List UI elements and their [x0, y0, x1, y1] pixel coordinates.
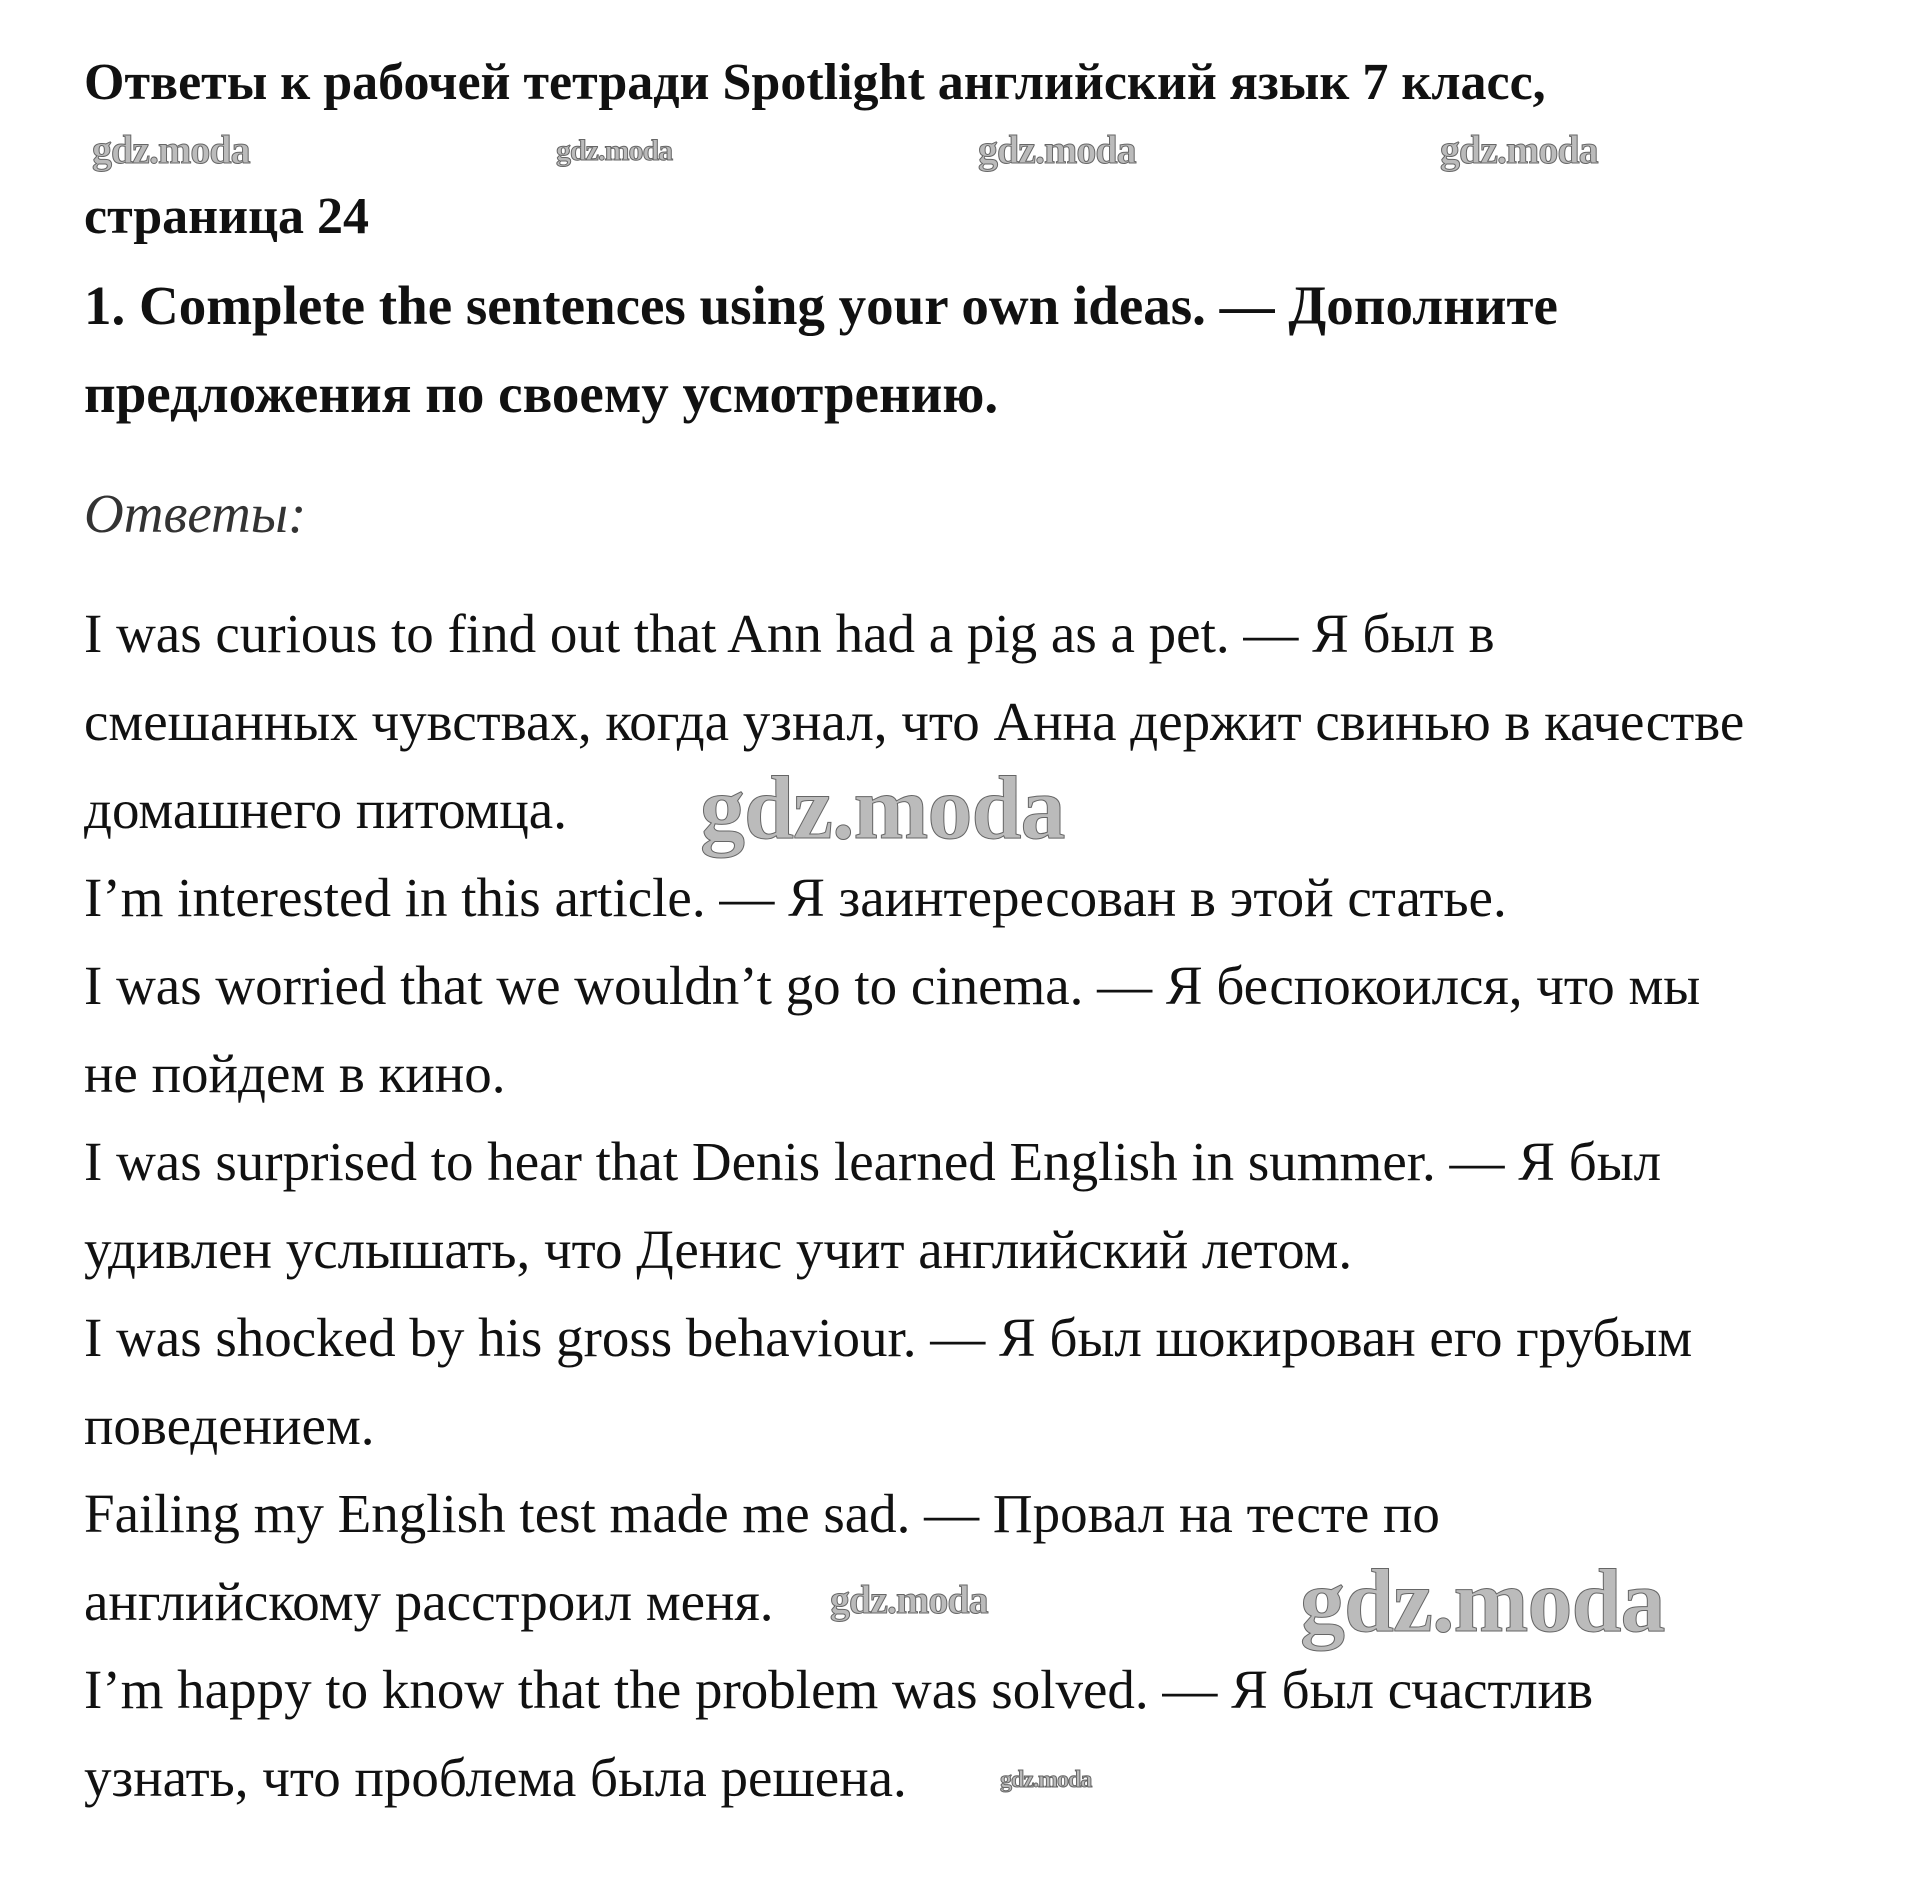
task-heading: [84, 262, 1884, 438]
watermark-logo: gdz.moda: [1000, 1767, 1092, 1793]
answer-line: смешанных чувствах, когда узнал, что Анна держит свинью в качестве: [84, 691, 1745, 752]
task-line-1: 1. Complete the sentences using your own ideas. — Дополните: [84, 275, 1558, 336]
watermark-logo: gdz.moda: [700, 759, 1065, 858]
answer-line: I was surprised to hear that Denis learned English in summer. — Я был: [84, 1131, 1662, 1192]
answer-line: I’m interested in this article. — Я заинтересован в этой статье.: [84, 867, 1507, 928]
answer-line: удивлен услышать, что Денис учит английский летом.: [84, 1219, 1353, 1280]
watermark-logo: gdz.moda: [556, 134, 673, 167]
title-line-2: страница 24: [84, 188, 370, 245]
title-line-1: Ответы к рабочей тетради Spotlight английский язык 7 класс,: [84, 54, 1546, 111]
watermark-logo: gdz.moda: [830, 1577, 988, 1622]
answer-line: английскому расстроил меня.: [84, 1571, 774, 1632]
answer-line: домашнего питомца.: [84, 779, 567, 840]
answer-line: I was curious to find out that Ann had a pig as a pet. — Я был в: [84, 603, 1495, 664]
watermark-logo: gdz.moda: [92, 127, 250, 172]
answer-line: I’m happy to know that the problem was solved. — Я был счастлив: [84, 1659, 1594, 1720]
answer-line: Failing my English test made me sad. — Провал на тесте по: [84, 1483, 1440, 1544]
task-line-2: предложения по своему усмотрению.: [84, 363, 999, 424]
answer-line: не пойдем в кино.: [84, 1043, 506, 1104]
answer-line: I was shocked by his gross behaviour. — Я был шокирован его грубым: [84, 1307, 1693, 1368]
watermark-logo: gdz.moda: [1300, 1552, 1665, 1651]
answers-label: Ответы:: [84, 483, 307, 544]
watermark-logo: gdz.moda: [1440, 127, 1598, 172]
answer-line: I was worried that we wouldn’t go to cinema. — Я беспокоился, что мы: [84, 955, 1701, 1016]
watermark-logo: gdz.moda: [978, 127, 1136, 172]
answer-line: поведением.: [84, 1395, 375, 1456]
answer-line: узнать, что проблема была решена.: [84, 1747, 907, 1808]
